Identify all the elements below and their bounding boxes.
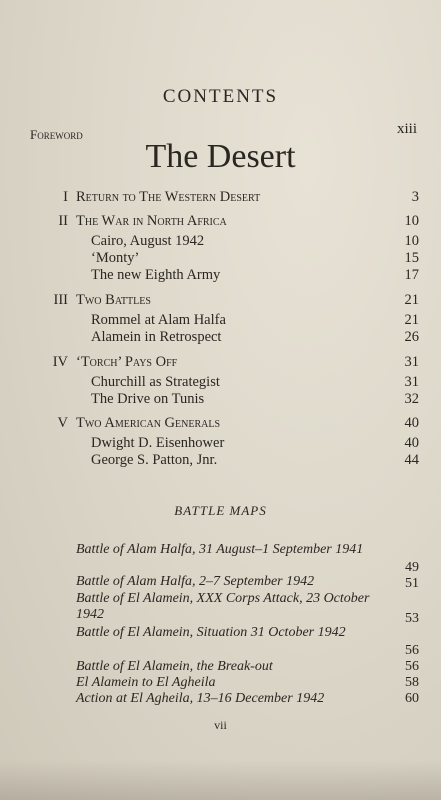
chapter-number: II <box>58 213 68 229</box>
chapter-row <box>0 213 441 233</box>
section-title: Alamein in Retrospect <box>91 329 222 345</box>
page-number: 40 <box>404 435 419 451</box>
section-row <box>0 267 441 287</box>
chapter-number: III <box>53 292 68 308</box>
chapter-row <box>0 354 441 374</box>
section-title: George S. Patton, Jnr. <box>91 452 218 468</box>
page-shadow <box>0 760 441 800</box>
page-number: 15 <box>404 250 419 266</box>
map-entry-page: 60 <box>405 691 419 706</box>
contents-heading: CONTENTS <box>162 86 279 107</box>
chapter-number: IV <box>52 354 68 370</box>
section-title: Rommel at Alam Halfa <box>91 312 226 328</box>
chapter-number: I <box>63 189 68 205</box>
foreword-label: Foreword <box>30 127 83 142</box>
page-folio: vii <box>214 718 227 732</box>
chapter-number: V <box>57 415 68 431</box>
chapter-title: Two American Generals <box>76 415 221 431</box>
map-entry-page: 51 <box>405 576 419 591</box>
chapter-row <box>0 415 441 435</box>
map-entry-title: Action at El Agheila, 13–16 December 1942 <box>76 691 325 706</box>
page-number: 31 <box>404 374 419 390</box>
chapter-title: Two Battles <box>76 292 151 308</box>
map-entry-page: 49 <box>405 560 419 575</box>
page-number: 40 <box>404 415 419 431</box>
page-number: 10 <box>404 233 419 249</box>
chapter-title: Return to The Western Desert <box>76 189 261 205</box>
map-entry-title: Battle of Alam Halfa, 31 August–1 September 1941 <box>76 542 364 557</box>
book-title: The Desert <box>145 138 296 175</box>
section-title: Dwight D. Eisenhower <box>91 435 225 451</box>
chapter-row <box>0 292 441 312</box>
map-entry-page: 56 <box>405 659 419 674</box>
section-title: Churchill as Strategist <box>91 374 220 390</box>
map-entry-page: 56 <box>405 643 419 658</box>
chapter-title: ‘Torch’ Pays Off <box>76 354 178 370</box>
page-number: 17 <box>404 267 419 283</box>
foreword-page-number: xiii <box>396 121 417 137</box>
battle-maps-heading: BATTLE MAPS <box>174 503 267 518</box>
chapter-row <box>0 189 441 209</box>
page-number: 32 <box>404 391 419 407</box>
map-entry-page: 53 <box>405 611 419 626</box>
map-entry-title: Battle of El Alamein, Situation 31 October 1942 <box>76 625 346 640</box>
page-number: 26 <box>404 329 419 345</box>
section-title: The Drive on Tunis <box>91 391 205 407</box>
section-title: Cairo, August 1942 <box>91 233 205 249</box>
page-number: 31 <box>404 354 419 370</box>
map-entry-title: Battle of El Alamein, the Break-out <box>76 659 273 674</box>
page-number: 21 <box>404 312 419 328</box>
page-number: 3 <box>411 189 419 205</box>
section-title: ‘Monty’ <box>91 250 140 266</box>
section-title: The new Eighth Army <box>91 267 221 283</box>
map-entry-page: 58 <box>405 675 419 690</box>
page-number: 10 <box>404 213 419 229</box>
map-entry-title: El Alamein to El Agheila <box>76 675 216 690</box>
section-row <box>0 391 441 411</box>
page-number: 44 <box>404 452 419 468</box>
map-entry-title: Battle of El Alamein, XXX Corps Attack, 23 October 1942 <box>76 591 370 622</box>
chapter-title: The War in North Africa <box>76 213 227 229</box>
page-number: 21 <box>404 292 419 308</box>
section-row <box>0 452 441 472</box>
map-entry-title: Battle of Alam Halfa, 2–7 September 1942 <box>76 574 315 589</box>
section-row <box>0 329 441 349</box>
